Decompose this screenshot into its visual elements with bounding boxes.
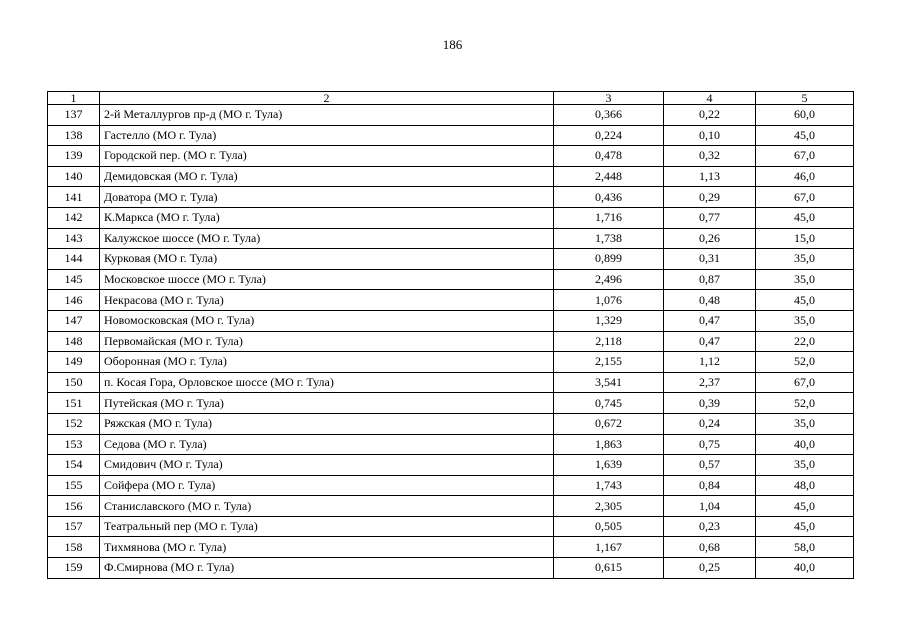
table-row — [48, 146, 854, 167]
table-row — [48, 558, 854, 579]
value-cell: 0,899 — [554, 249, 664, 270]
table-row — [48, 105, 854, 126]
column-header: 2 — [100, 92, 554, 105]
streets-table — [47, 91, 854, 579]
value-cell: 1,04 — [664, 496, 756, 517]
table-row — [48, 352, 854, 373]
street-name-cell: К.Маркса (МО г. Тула) — [100, 207, 554, 228]
value-cell: 60,0 — [756, 105, 854, 126]
row-number-cell: 159 — [48, 558, 100, 579]
value-cell: 0,29 — [664, 187, 756, 208]
table-row — [48, 249, 854, 270]
value-cell: 67,0 — [756, 146, 854, 167]
value-cell: 67,0 — [756, 187, 854, 208]
value-cell: 0,366 — [554, 105, 664, 126]
value-cell: 2,37 — [664, 372, 756, 393]
value-cell: 0,32 — [664, 146, 756, 167]
street-name-cell: Некрасова (МО г. Тула) — [100, 290, 554, 311]
row-number-cell: 144 — [48, 249, 100, 270]
value-cell: 0,87 — [664, 269, 756, 290]
value-cell: 0,436 — [554, 187, 664, 208]
value-cell: 48,0 — [756, 475, 854, 496]
street-name-cell: Доватора (МО г. Тула) — [100, 187, 554, 208]
row-number-cell: 142 — [48, 207, 100, 228]
street-name-cell: Ряжская (МО г. Тула) — [100, 413, 554, 434]
value-cell: 45,0 — [756, 516, 854, 537]
street-name-cell: Станиславского (МО г. Тула) — [100, 496, 554, 517]
street-name-cell: Оборонная (МО г. Тула) — [100, 352, 554, 373]
value-cell: 1,329 — [554, 310, 664, 331]
row-number-cell: 156 — [48, 496, 100, 517]
value-cell: 0,224 — [554, 125, 664, 146]
street-name-cell: Первомайская (МО г. Тула) — [100, 331, 554, 352]
value-cell: 0,47 — [664, 331, 756, 352]
street-name-cell: Новомосковская (МО г. Тула) — [100, 310, 554, 331]
table-row — [48, 331, 854, 352]
value-cell: 2,155 — [554, 352, 664, 373]
value-cell: 58,0 — [756, 537, 854, 558]
table-row — [48, 516, 854, 537]
value-cell: 0,31 — [664, 249, 756, 270]
row-number-cell: 149 — [48, 352, 100, 373]
value-cell: 0,84 — [664, 475, 756, 496]
table-header-row — [48, 92, 854, 105]
street-name-cell: Гастелло (МО г. Тула) — [100, 125, 554, 146]
row-number-cell: 155 — [48, 475, 100, 496]
row-number-cell: 148 — [48, 331, 100, 352]
value-cell: 1,743 — [554, 475, 664, 496]
street-name-cell: Московское шоссе (МО г. Тула) — [100, 269, 554, 290]
value-cell: 52,0 — [756, 393, 854, 414]
value-cell: 0,24 — [664, 413, 756, 434]
table-row — [48, 537, 854, 558]
value-cell: 40,0 — [756, 558, 854, 579]
value-cell: 0,39 — [664, 393, 756, 414]
value-cell: 0,505 — [554, 516, 664, 537]
page-number: 186 — [442, 37, 463, 52]
row-number-cell: 138 — [48, 125, 100, 146]
value-cell: 0,47 — [664, 310, 756, 331]
row-number-cell: 157 — [48, 516, 100, 537]
value-cell: 0,26 — [664, 228, 756, 249]
value-cell: 1,076 — [554, 290, 664, 311]
value-cell: 0,25 — [664, 558, 756, 579]
row-number-cell: 158 — [48, 537, 100, 558]
table-row — [48, 290, 854, 311]
value-cell: 2,448 — [554, 166, 664, 187]
value-cell: 45,0 — [756, 290, 854, 311]
street-name-cell: 2-й Металлургов пр-д (МО г. Тула) — [100, 105, 554, 126]
table-row — [48, 187, 854, 208]
value-cell: 1,738 — [554, 228, 664, 249]
value-cell: 0,478 — [554, 146, 664, 167]
row-number-cell: 140 — [48, 166, 100, 187]
row-number-cell: 147 — [48, 310, 100, 331]
column-header: 4 — [664, 92, 756, 105]
value-cell: 35,0 — [756, 455, 854, 476]
value-cell: 45,0 — [756, 207, 854, 228]
value-cell: 52,0 — [756, 352, 854, 373]
street-name-cell: Седова (МО г. Тула) — [100, 434, 554, 455]
value-cell: 0,75 — [664, 434, 756, 455]
street-name-cell: Ф.Смирнова (МО г. Тула) — [100, 558, 554, 579]
value-cell: 35,0 — [756, 310, 854, 331]
value-cell: 35,0 — [756, 249, 854, 270]
value-cell: 15,0 — [756, 228, 854, 249]
street-name-cell: Курковая (МО г. Тула) — [100, 249, 554, 270]
value-cell: 0,77 — [664, 207, 756, 228]
street-name-cell: Калужское шоссе (МО г. Тула) — [100, 228, 554, 249]
value-cell: 0,672 — [554, 413, 664, 434]
table-row — [48, 125, 854, 146]
table-row — [48, 475, 854, 496]
value-cell: 0,23 — [664, 516, 756, 537]
table-row — [48, 372, 854, 393]
value-cell: 45,0 — [756, 125, 854, 146]
value-cell: 46,0 — [756, 166, 854, 187]
value-cell: 0,22 — [664, 105, 756, 126]
row-number-cell: 145 — [48, 269, 100, 290]
value-cell: 0,68 — [664, 537, 756, 558]
street-name-cell: Городской пер. (МО г. Тула) — [100, 146, 554, 167]
value-cell: 1,863 — [554, 434, 664, 455]
column-header: 5 — [756, 92, 854, 105]
value-cell: 1,639 — [554, 455, 664, 476]
value-cell: 40,0 — [756, 434, 854, 455]
street-name-cell: п. Косая Гора, Орловское шоссе (МО г. Тула) — [100, 372, 554, 393]
value-cell: 35,0 — [756, 413, 854, 434]
row-number-cell: 146 — [48, 290, 100, 311]
table-row — [48, 393, 854, 414]
value-cell: 35,0 — [756, 269, 854, 290]
row-number-cell: 153 — [48, 434, 100, 455]
table-row — [48, 434, 854, 455]
value-cell: 2,305 — [554, 496, 664, 517]
table-row — [48, 496, 854, 517]
row-number-cell: 154 — [48, 455, 100, 476]
value-cell: 22,0 — [756, 331, 854, 352]
value-cell: 67,0 — [756, 372, 854, 393]
street-name-cell: Демидовская (МО г. Тула) — [100, 166, 554, 187]
table-body — [48, 92, 854, 579]
value-cell: 1,167 — [554, 537, 664, 558]
value-cell: 1,12 — [664, 352, 756, 373]
table-row — [48, 269, 854, 290]
table-row — [48, 207, 854, 228]
table-row — [48, 166, 854, 187]
row-number-cell: 141 — [48, 187, 100, 208]
street-name-cell: Смидович (МО г. Тула) — [100, 455, 554, 476]
column-header: 1 — [48, 92, 100, 105]
value-cell: 0,48 — [664, 290, 756, 311]
value-cell: 3,541 — [554, 372, 664, 393]
value-cell: 0,10 — [664, 125, 756, 146]
value-cell: 2,118 — [554, 331, 664, 352]
value-cell: 1,13 — [664, 166, 756, 187]
column-header: 3 — [554, 92, 664, 105]
value-cell: 0,57 — [664, 455, 756, 476]
row-number-cell: 139 — [48, 146, 100, 167]
row-number-cell: 143 — [48, 228, 100, 249]
row-number-cell: 152 — [48, 413, 100, 434]
value-cell: 0,615 — [554, 558, 664, 579]
row-number-cell: 137 — [48, 105, 100, 126]
row-number-cell: 151 — [48, 393, 100, 414]
table-row — [48, 455, 854, 476]
street-name-cell: Театральный пер (МО г. Тула) — [100, 516, 554, 537]
value-cell: 1,716 — [554, 207, 664, 228]
street-name-cell: Путейская (МО г. Тула) — [100, 393, 554, 414]
street-name-cell: Тихмянова (МО г. Тула) — [100, 537, 554, 558]
value-cell: 0,745 — [554, 393, 664, 414]
value-cell: 45,0 — [756, 496, 854, 517]
table-row — [48, 413, 854, 434]
value-cell: 2,496 — [554, 269, 664, 290]
table-row — [48, 310, 854, 331]
street-name-cell: Сойфера (МО г. Тула) — [100, 475, 554, 496]
row-number-cell: 150 — [48, 372, 100, 393]
table-row — [48, 228, 854, 249]
